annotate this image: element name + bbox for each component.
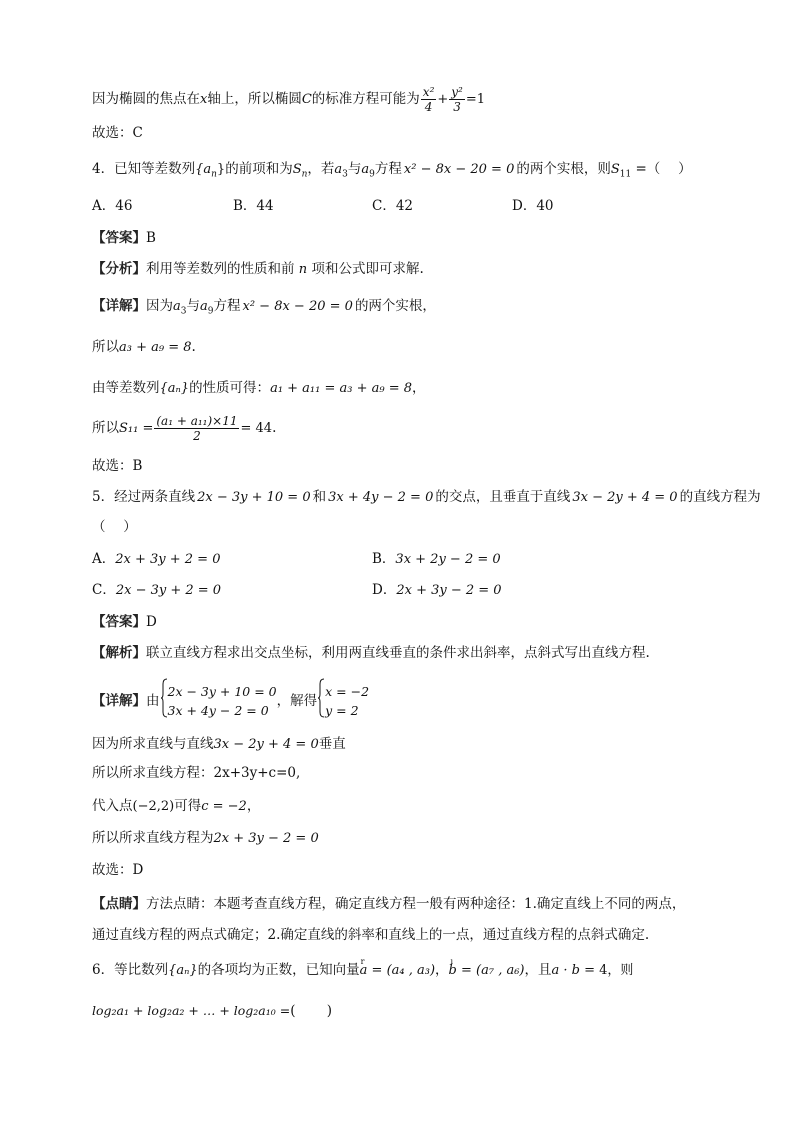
text: 的标准方程可能为 <box>311 91 420 107</box>
option-c: C．2x − 3y + 2 = 0 <box>92 582 222 598</box>
analysis: 【解析】联立直线方程求出交点坐标，利用两直线垂直的条件求出斜率，点斜式写出直线方程. <box>92 645 650 661</box>
math: + <box>437 92 449 107</box>
left-brace-icon <box>317 678 325 724</box>
solution-step: 因为所求直线与直线3x − 2y + 4 = 0垂直 <box>92 736 346 752</box>
answer-blank: （ ） <box>92 519 137 535</box>
question-5: 5．经过两条直线 2x − 3y + 10 = 0 和 3x + 4y − 2 = 0 的交点，且垂直于直线 3x − 2y + 4 = 0 的直线方程为 <box>92 489 761 505</box>
fraction: $\frac{\text{(a₁ + a₁₁)×11}}{2}$ <box>156 414 238 443</box>
note: 通过直线方程的两点式确定；2.确定直线的斜率和直线上的一点，通过直线方程的点斜式确定. <box>92 927 650 943</box>
text-line: 故选：D <box>92 862 144 878</box>
text: 因为椭圆的焦点在 <box>92 91 200 107</box>
solution-step: 所以S₁₁ = $\frac{\text{(a₁ + a₁₁)×11}}{2}$ = 44. <box>92 414 277 443</box>
solution: 【详解】因为$a_3$与$a_9$方程 x² − 8x − 20 = 0 的两个实根， <box>92 298 436 317</box>
option-a: A．2x + 3y + 2 = 0 <box>92 551 221 567</box>
question-6-expr: log₂a₁ + log₂a₂ + … + log₂a₁₀ =( ) <box>92 1003 333 1019</box>
solution-step: 所以所求直线方程：2x+3y+c=0, <box>92 765 301 781</box>
option-d: D．2x + 3y − 2 = 0 <box>372 582 502 598</box>
fraction: $\frac{\text{x²}}{4}$ <box>422 85 435 114</box>
math: C <box>301 92 312 107</box>
left-brace-icon <box>160 678 168 724</box>
solution: 【详解】由 2x − 3y + 10 = 0 3x + 4y − 2 = 0 ，解得 x = −2 y = 2 <box>92 678 369 724</box>
text-line: 故选：B <box>92 458 143 474</box>
math: x <box>200 92 208 107</box>
option-d: D．40 <box>512 198 554 214</box>
solution-step: 所以所求直线方程为2x + 3y − 2 = 0 <box>92 830 319 846</box>
math: =1 <box>465 92 486 107</box>
option-a: A．46 <box>92 198 133 214</box>
text: 轴上，所以椭圆 <box>207 91 302 107</box>
option-b: B．44 <box>233 198 274 214</box>
solution-step: 所以a₃ + a₉ = 8. <box>92 339 196 355</box>
equation-system: x = −2 y = 2 <box>325 684 370 718</box>
analysis: 【分析】利用等差数列的性质和前 n 项和公式即可求解. <box>92 261 424 277</box>
answer: 【答案】B <box>92 230 156 246</box>
option-b: B．3x + 2y − 2 = 0 <box>372 551 501 567</box>
equation-system: 2x − 3y + 10 = 0 3x + 4y − 2 = 0 <box>167 684 277 718</box>
fraction: $\frac{\text{y²}}{3}$ <box>451 85 463 114</box>
question-4: 4．已知等差数列$\{a_n\}$的前项和为$S_n$，若$a_3$与$a_9$方程 x² − 8x − 20 = 0 的两个实根，则$S_{11}$ =（ ） <box>92 161 692 180</box>
answer: 【答案】D <box>92 614 157 630</box>
note: 【点睛】方法点睛：本题考查直线方程，确定直线方程一般有两种途径：1.确定直线上不同的两点， <box>92 896 686 912</box>
question-6: 6．等比数列{aₙ}的各项均为正数，已知向量r a = (a₄ , a₃)，ı b = (a₇ , a₆)，且a · b = 4，则 <box>92 960 633 981</box>
solution-step: 代入点(−2,2)可得c = −2， <box>92 798 261 814</box>
text-line: 故选：C <box>92 125 143 141</box>
text-line <box>92 85 485 114</box>
solution-step: 由等差数列{aₙ}的性质可得：a₁ + a₁₁ = a₃ + a₉ = 8， <box>92 380 426 396</box>
option-c: C．42 <box>372 198 414 214</box>
